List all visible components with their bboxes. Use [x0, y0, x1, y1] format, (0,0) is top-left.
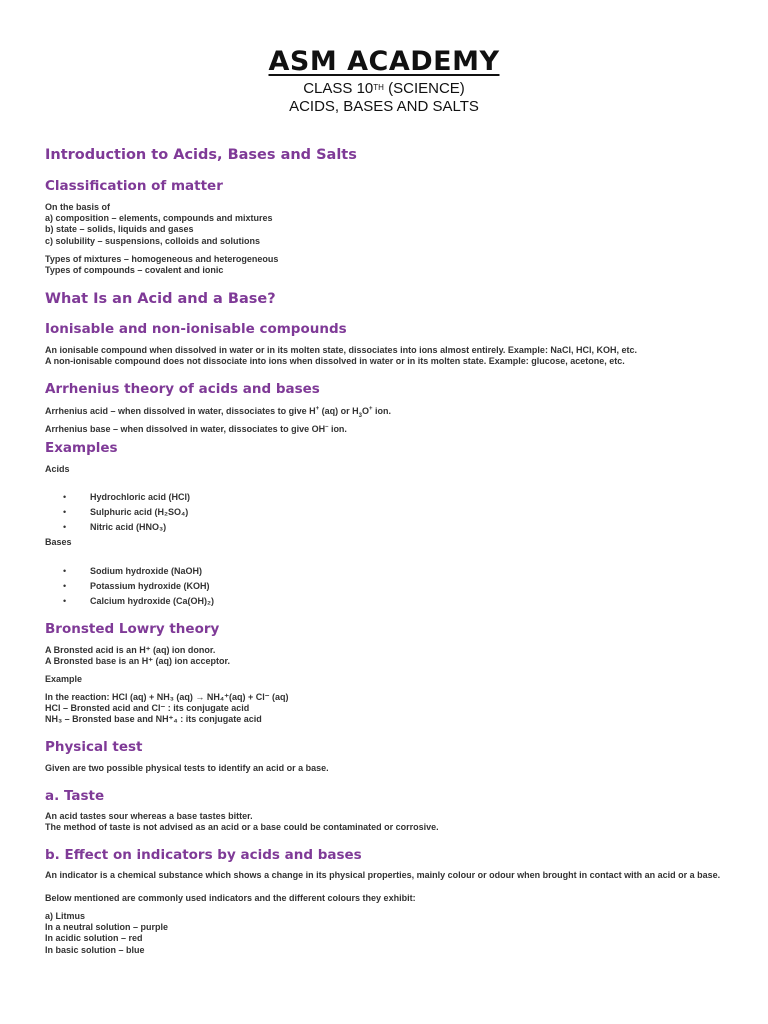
acid-item: Sulphuric acid (H₂SO₄) [90, 507, 189, 517]
base-item: Potassium hydroxide (KOH) [90, 581, 210, 591]
indicators-heading: b. Effect on indicators by acids and bases [45, 847, 362, 863]
arrhenius-acid-line [45, 404, 391, 422]
indicator-definition: An indicator is a chemical substance which shows a change in its physical properties, mainly colour or odour when brought in contact with an acid or a base. [45, 870, 721, 880]
litmus-line: In acidic solution – red [45, 933, 143, 944]
litmus-line: In a neutral solution – purple [45, 922, 169, 933]
physical-test-heading: Physical test [45, 739, 143, 755]
bullet: • [63, 492, 67, 502]
taste-line: The method of taste is not advised as an acid or a base could be contaminated or corrosive. [45, 822, 439, 833]
taste-heading: a. Taste [45, 788, 105, 804]
arrhenius-acid-text: Arrhenius acid – when dissolved in water, dissociates to give H [45, 406, 316, 416]
types-block [45, 254, 278, 276]
base-item: Sodium hydroxide (NaOH) [90, 566, 203, 576]
bronsted-donor: A Bronsted acid is an H⁺ (aq) ion donor. [45, 645, 216, 655]
taste-line: An acid tastes sour whereas a base tastes bitter. [45, 811, 253, 821]
bullet: • [63, 507, 67, 517]
reaction-line: In the reaction: HCl (aq) + NH₃ (aq) → NH₄⁺(aq) + Cl⁻ (aq) [45, 692, 289, 702]
conjugate-pair-line: NH₃ – Bronsted base and NH⁺₄ : its conjugate acid [45, 714, 262, 725]
acids-label: Acids [45, 464, 70, 474]
litmus-line: a) Litmus [45, 911, 86, 921]
class-line [0, 80, 768, 98]
conjugate-pair-line: HCl – Bronsted acid and Cl⁻ : its conjugate acid [45, 703, 250, 714]
arrhenius-acid-sup: + [315, 406, 320, 412]
basis-line: c) solubility – suspensions, colloids and solutions [45, 235, 261, 246]
bullet: • [63, 581, 67, 591]
litmus-line: In basic solution – blue [45, 944, 145, 955]
page-title: ASM ACADEMY [268, 46, 500, 77]
examples-heading: Examples [45, 440, 118, 456]
arrhenius-acid-text: (aq) or H [319, 406, 359, 416]
class-prefix: CLASS 10 [303, 80, 374, 97]
physical-test-intro: Given are two possible physical tests to identify an acid or a base. [45, 763, 329, 773]
base-item: Calcium hydroxide (Ca(OH)₂) [90, 596, 215, 606]
litmus-block [45, 911, 168, 956]
bases-label: Bases [45, 537, 72, 547]
arrhenius-acid-text: ion. [372, 406, 391, 416]
arrhenius-block [45, 404, 391, 435]
bronsted-definitions [45, 645, 230, 667]
bronsted-reaction-block [45, 692, 288, 726]
types-line: Types of compounds – covalent and ionic [45, 265, 224, 276]
class-suffix: (SCIENCE) [383, 80, 465, 97]
bronsted-acceptor: A Bronsted base is an H⁺ (aq) ion acceptor. [45, 656, 230, 667]
ionisable-line: A non-ionisable compound does not dissociate into ions when dissolved in water or in its molten state. Example: glucose, acetone, etc. [45, 356, 625, 367]
arrhenius-base-line [45, 422, 391, 435]
arrhenius-acid-sub: 3 [358, 412, 362, 419]
arrhenius-heading: Arrhenius theory of acids and bases [45, 381, 320, 397]
arrhenius-acid-sup: + [368, 406, 373, 412]
arrhenius-base-text: Arrhenius base – when dissolved in water, dissociates to give OH [45, 424, 326, 434]
taste-block [45, 811, 439, 833]
arrhenius-base-text: ion. [328, 424, 347, 434]
classification-heading: Classification of matter [45, 178, 223, 194]
bullet: • [63, 522, 67, 532]
class-superscript: TH [373, 83, 384, 92]
example-label: Example [45, 674, 83, 684]
subject-line: ACIDS, BASES AND SALTS [289, 98, 479, 115]
bronsted-heading: Bronsted Lowry theory [45, 621, 220, 637]
basis-line: b) state – solids, liquids and gases [45, 224, 194, 235]
types-line: Types of mixtures – homogeneous and heterogeneous [45, 254, 279, 264]
basis-block [45, 202, 273, 247]
acid-item: Hydrochloric acid (HCl) [90, 492, 191, 502]
bullet: • [63, 596, 67, 606]
ionisable-heading: Ionisable and non-ionisable compounds [45, 321, 347, 337]
arrhenius-base-sup: – [325, 424, 329, 430]
basis-line: On the basis of [45, 202, 111, 212]
ionisable-block [45, 345, 637, 367]
indicator-list-intro: Below mentioned are commonly used indicators and the different colours they exhibit: [45, 893, 416, 903]
bullet: • [63, 566, 67, 576]
ionisable-line: An ionisable compound when dissolved in water or in its molten state, dissociates into ions almost entirely. Example: NaCl, HCl, KOH, etc. [45, 345, 637, 355]
arrhenius-acid-text: O [361, 406, 369, 416]
acid-base-heading: What Is an Acid and a Base? [45, 291, 276, 307]
basis-line: a) composition – elements, compounds and mixtures [45, 213, 273, 224]
acid-item: Nitric acid (HNO₃) [90, 522, 167, 532]
intro-heading: Introduction to Acids, Bases and Salts [45, 147, 357, 163]
